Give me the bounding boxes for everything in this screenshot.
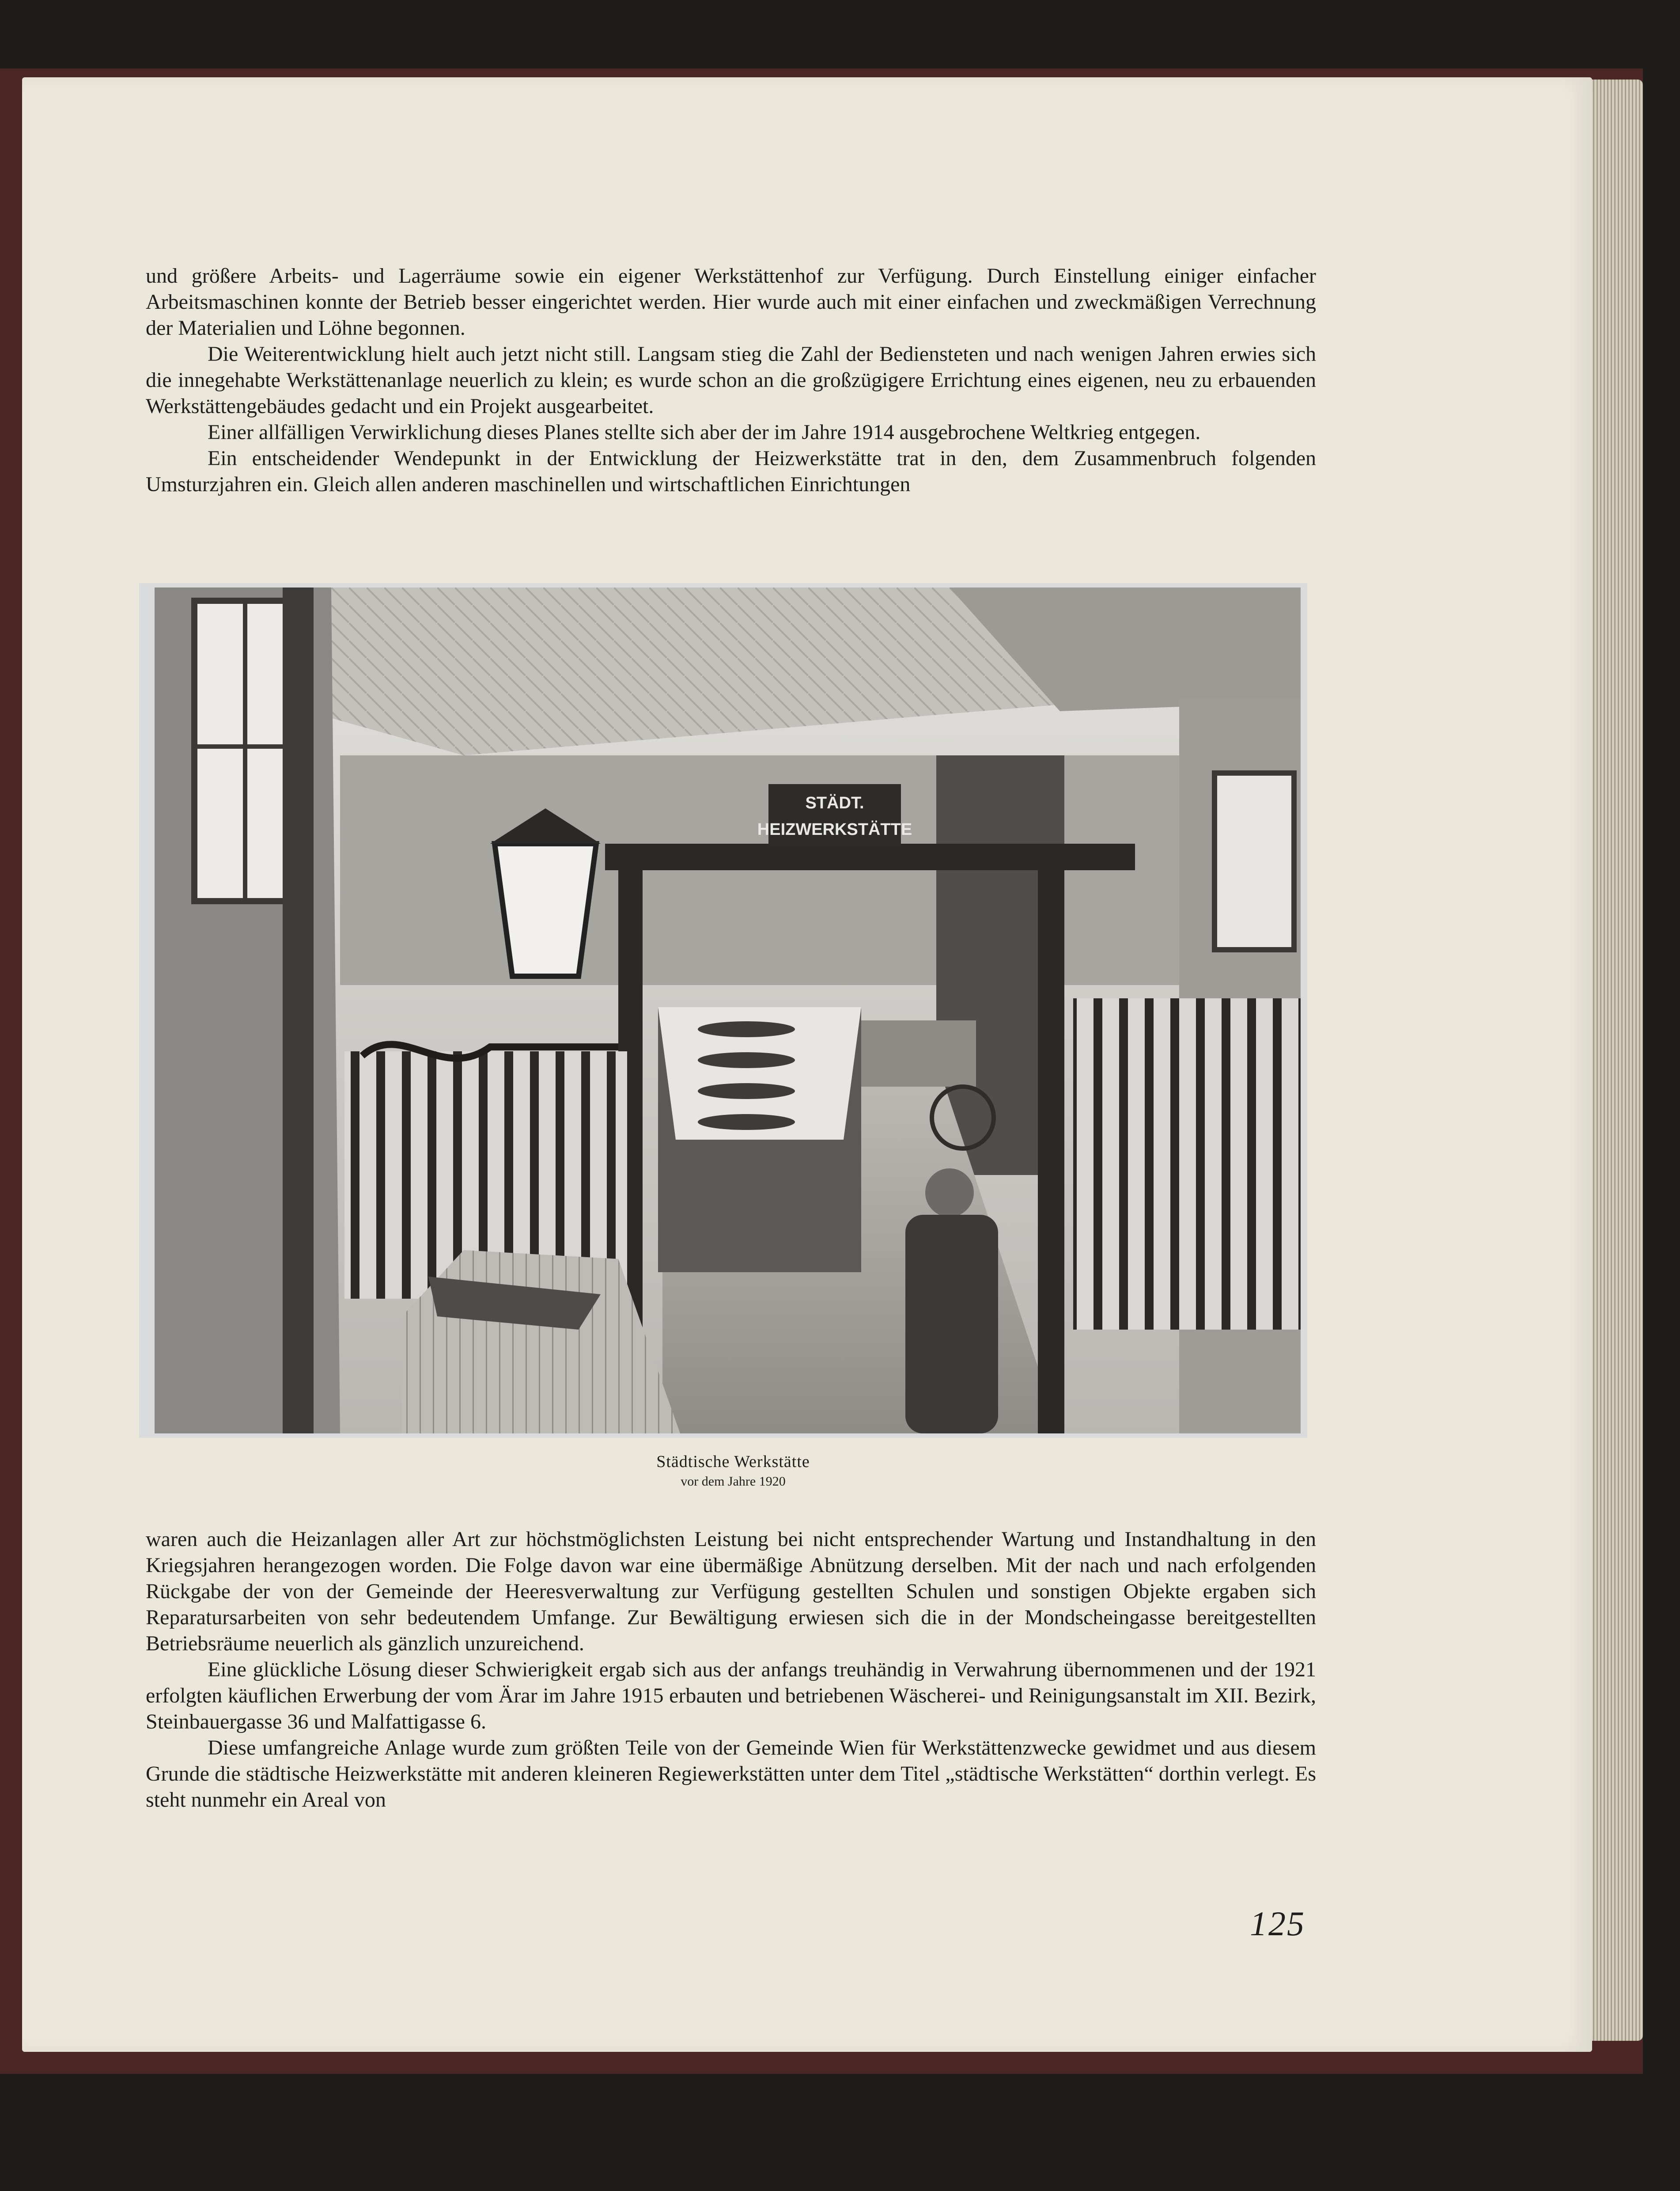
figure — [139, 583, 1307, 1438]
caption-subtitle: vor dem Jahre 1920 — [681, 1474, 786, 1489]
paragraph: Eine glückliche Lösung dieser Schwierigkeit ergab sich aus der anfangs treuhändig in Verwahrung übernommenen und der 1921 erfolgten käuflichen Erwerbung der vom Ärar im Jahre 1915 erbauten und betriebenen Wäscherei- und Reinigungsanstalt im XII. Bezirk, Steinbauergasse 36 und Malfattigasse 6. — [146, 1658, 1316, 1733]
paragraph: Einer allfälligen Verwirklichung dieses Planes stellte sich aber der im Jahre 1914 ausgebrochene Weltkrieg entgegen. — [208, 421, 1201, 444]
figure-caption — [139, 1451, 1327, 1491]
photo-illustration — [155, 588, 1301, 1433]
sign-line-2: HEIZWERKSTÄTTE — [757, 820, 912, 839]
page-number: 125 — [1250, 1904, 1305, 1943]
paragraph: waren auch die Heizanlagen aller Art zur höchstmöglichsten Leistung bei nicht entsprechender Wartung und Instandhaltung in den Kriegsjahren herangezogen worden. Die Folge davon war eine übermäßige Abnützung derselben. Mit der nach und nach erfolgenden Rückgabe der von der Gemeinde der Heeresverwaltung zur Verfügung gestellten Schulen und sonstigen Objekte ergaben sich Reparatursarbeiten von sehr bedeutendem Umfange. Zur Bewältigung erwiesen sich die in der Mondscheingasse bereitgestellten Betriebsräume neuerlich als gänzlich unzureichend. — [146, 1528, 1316, 1655]
paragraph: Ein entscheidender Wendepunkt in der Entwicklung der Heizwerkstätte trat in den, dem Zusammenbruch folgenden Umsturzjahren ein. Gleich allen anderen maschinellen und wirtschaftlichen Einrichtungen — [146, 447, 1316, 496]
bottom-text-block — [146, 1526, 1316, 1813]
paragraph: Die Weiterentwicklung hielt auch jetzt nicht still. Langsam stieg die Zahl der Bediensteten und nach wenigen Jahren erwies sich die innegehabte Werkstättenanlage neuerlich zu klein; es wurde schon an die großzügigere Errichtung eines eigenen, neu zu erbauenden Werkstättengebäudes gedacht und ein Projekt ausgearbeitet. — [146, 342, 1316, 418]
paragraph: und größere Arbeits- und Lagerräume sowie ein eigener Werkstättenhof zur Verfügung. Durch Einstellung einiger einfacher Arbeitsmaschinen konnte der Betrieb besser eingerichtet werden. Hier wurde auch mit einer einfachen und zweckmäßigen Verrechnung der Materialien und Löhne begonnen. — [146, 264, 1316, 340]
workshop-courtyard-photo — [155, 588, 1301, 1433]
caption-title: Städtische Werkstätte — [656, 1452, 810, 1471]
top-text-block — [146, 263, 1316, 497]
paragraph: Diese umfangreiche Anlage wurde zum größten Teile von der Gemeinde Wien für Werkstättenzwecke gewidmet und aus diesem Grunde die städtische Heizwerkstätte mit anderen kleineren Regiewerkstätten unter dem Titel „städtische Werkstätten“ dorthin verlegt. Es steht nunmehr ein Areal von — [146, 1736, 1316, 1812]
sign-line-1: STÄDT. — [805, 794, 864, 812]
